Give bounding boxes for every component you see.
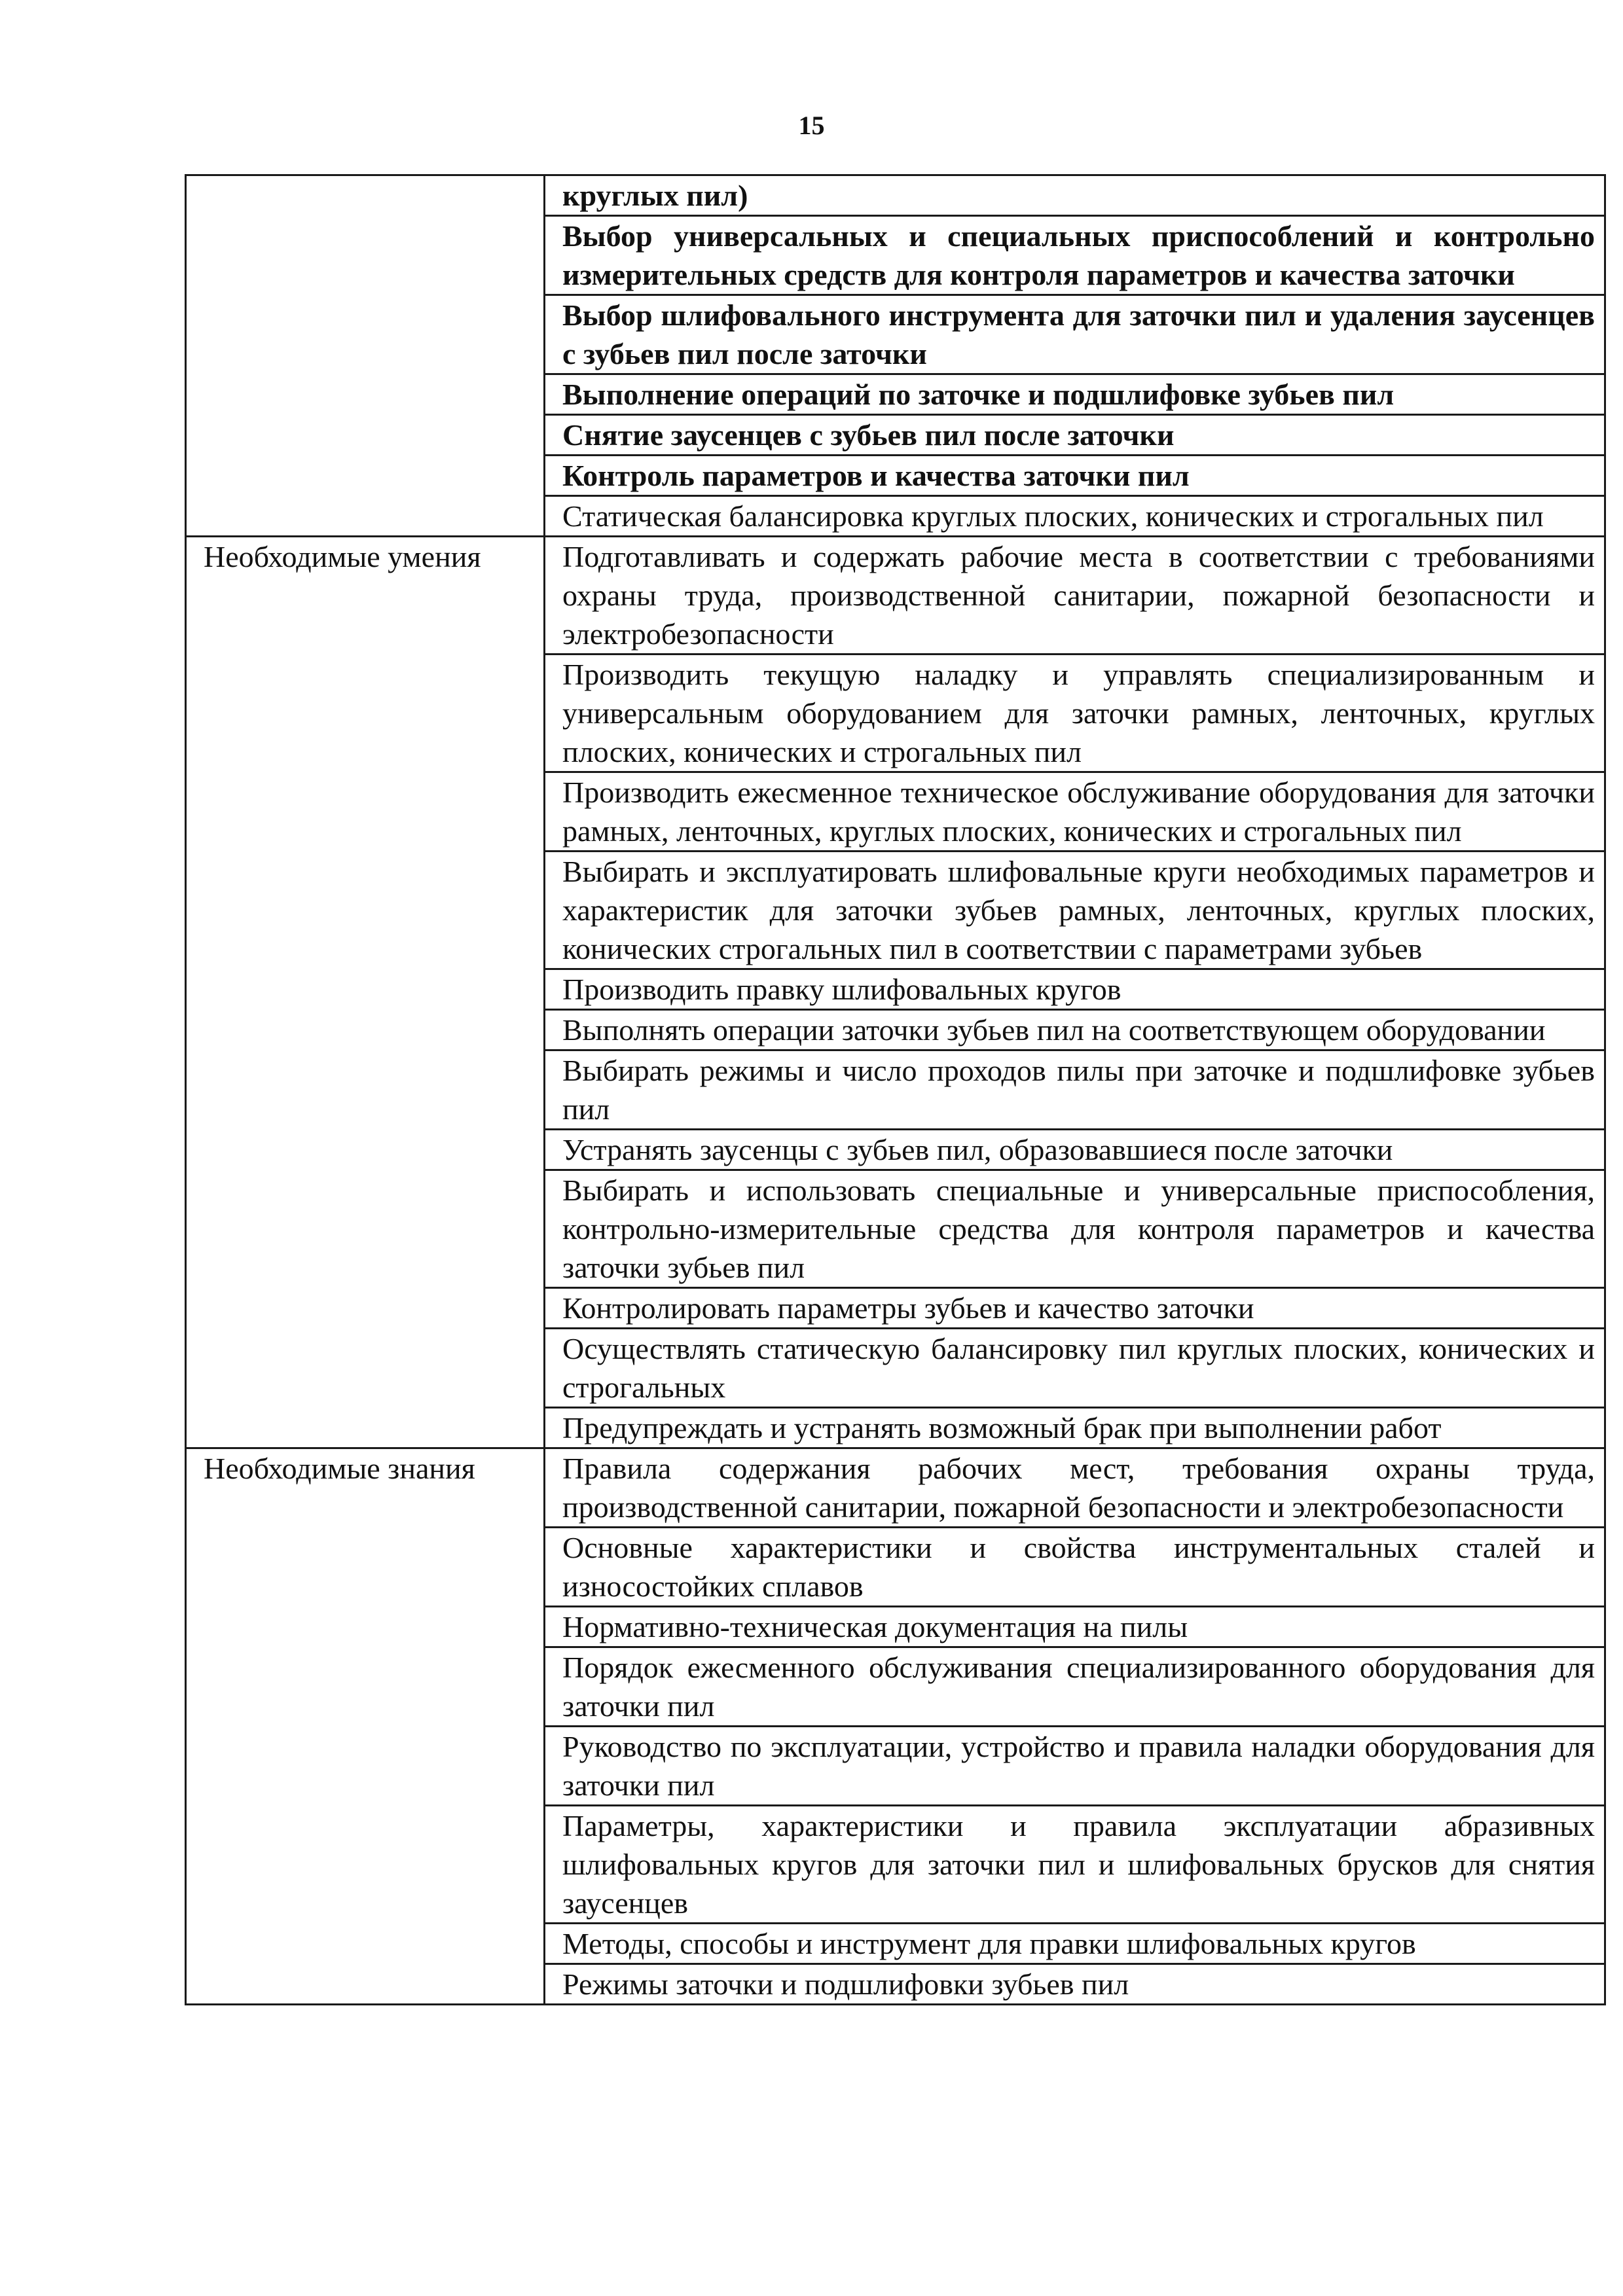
table-row [186,1448,1605,1528]
item-cell: Производить ежесменное техническое обслуживание оборудования для заточки рамных, ленточных, круглых плоских, конических и строгальных пил [545,772,1605,852]
item-cell: Правила содержания рабочих мест, требования охраны труда, производственной санитарии, пожарной безопасности и электробезопасности [545,1448,1605,1528]
item-cell: Руководство по эксплуатации, устройство и правила наладки оборудования для заточки пил [545,1727,1605,1806]
table-row [186,537,1605,655]
item-cell: Подготавливать и содержать рабочие места в соответствии с требованиями охраны труда, производственной санитарии, пожарной безопасности и электробезопасности [545,537,1605,655]
item-cell: Выбор шлифовального инструмента для заточки пил и удаления заусенцев с зубьев пил после заточки [545,295,1605,374]
item-cell: Основные характеристики и свойства инструментальных сталей и износостойких сплавов [545,1528,1605,1607]
category-cell [186,175,545,537]
item-cell: Методы, способы и инструмент для правки шлифовальных кругов [545,1924,1605,1964]
item-cell: Контролировать параметры зубьев и качество заточки [545,1288,1605,1329]
item-cell: Выполнять операции заточки зубьев пил на соответствующем оборудовании [545,1010,1605,1050]
item-cell: Выбор универсальных и специальных приспособлений и контрольно измерительных средств для контроля параметров и качества заточки [545,216,1605,295]
item-cell: Предупреждать и устранять возможный брак при выполнении работ [545,1408,1605,1448]
item-cell: Производить текущую наладку и управлять специализированным и универсальным оборудованием для заточки рамных, ленточных, круглых плоских, конических и строгальных пил [545,655,1605,772]
table-body [186,175,1605,2005]
item-cell: Параметры, характеристики и правила эксплуатации абразивных шлифовальных кругов для заточки пил и шлифовальных брусков для снятия заусенцев [545,1806,1605,1924]
item-cell: Выполнение операций по заточке и подшлифовке зубьев пил [545,374,1605,415]
table-row [186,175,1605,216]
item-cell: Осуществлять статическую балансировку пил круглых плоских, конических и строгальных [545,1329,1605,1408]
category-cell: Необходимые умения [186,537,545,1448]
item-cell: Устранять заусенцы с зубьев пил, образовавшиеся после заточки [545,1130,1605,1170]
item-cell: Выбирать и эксплуатировать шлифовальные круги необходимых параметров и характеристик для заточки зубьев рамных, ленточных, круглых плоских, конических строгальных пил в соответствии с параметрами зубьев [545,852,1605,969]
item-cell: Выбирать режимы и число проходов пилы при заточке и подшлифовке зубьев пил [545,1050,1605,1130]
category-cell: Необходимые знания [186,1448,545,2005]
item-cell: Выбирать и использовать специальные и универсальные приспособления, контрольно-измерительные средства для контроля параметров и качества заточки зубьев пил [545,1170,1605,1288]
skills-table [185,174,1606,2005]
item-cell: круглых пил) [545,175,1605,216]
item-cell: Статическая балансировка круглых плоских, конических и строгальных пил [545,496,1605,537]
item-cell: Снятие заусенцев с зубьев пил после заточки [545,415,1605,456]
page-number: 15 [798,111,825,140]
item-cell: Нормативно-техническая документация на пилы [545,1607,1605,1647]
item-cell: Контроль параметров и качества заточки пил [545,456,1605,496]
item-cell: Порядок ежесменного обслуживания специализированного оборудования для заточки пил [545,1647,1605,1727]
item-cell: Производить правку шлифовальных кругов [545,969,1605,1010]
item-cell: Режимы заточки и подшлифовки зубьев пил [545,1964,1605,2005]
